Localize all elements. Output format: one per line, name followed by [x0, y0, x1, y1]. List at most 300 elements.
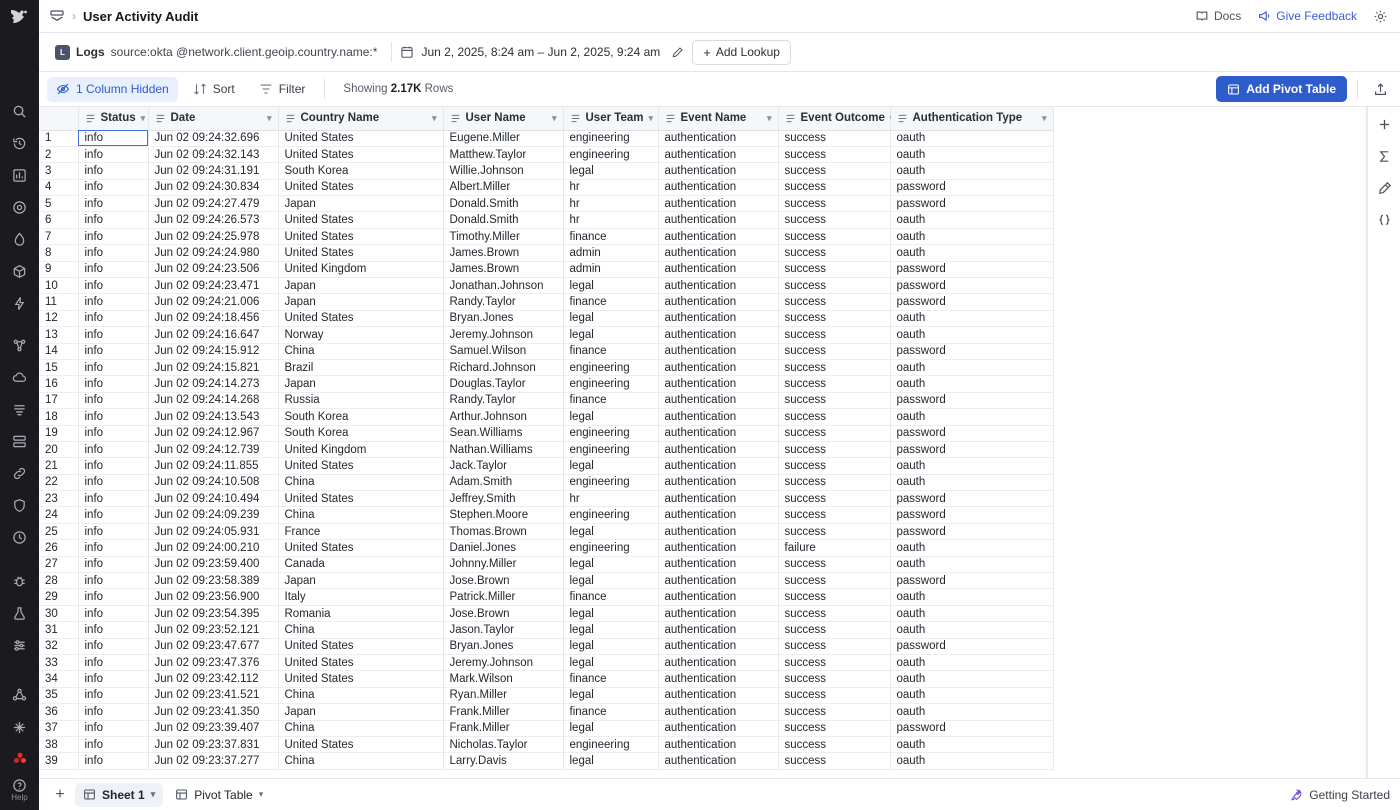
- table-cell[interactable]: Jun 02 09:23:47.677: [148, 638, 278, 654]
- table-cell[interactable]: success: [778, 392, 890, 408]
- table-cell[interactable]: authentication: [658, 523, 778, 539]
- column-header-date[interactable]: [148, 107, 278, 130]
- table-cell[interactable]: info: [78, 441, 148, 457]
- table-cell[interactable]: authentication: [658, 638, 778, 654]
- table-row[interactable]: [39, 245, 1053, 261]
- table-cell[interactable]: info: [78, 376, 148, 392]
- table-cell[interactable]: password: [890, 425, 1053, 441]
- table-cell[interactable]: authentication: [658, 474, 778, 490]
- table-cell[interactable]: Patrick.Miller: [443, 589, 563, 605]
- table-cell[interactable]: password: [890, 179, 1053, 195]
- table-row[interactable]: [39, 327, 1053, 343]
- table-cell[interactable]: password: [890, 294, 1053, 310]
- table-cell[interactable]: Jun 02 09:24:23.506: [148, 261, 278, 277]
- table-cell[interactable]: authentication: [658, 228, 778, 244]
- table-row[interactable]: [39, 655, 1053, 671]
- table-cell[interactable]: Jun 02 09:23:42.112: [148, 671, 278, 687]
- table-cell[interactable]: China: [278, 507, 443, 523]
- table-cell[interactable]: authentication: [658, 376, 778, 392]
- chevron-down-icon[interactable]: ▾: [266, 112, 272, 123]
- add-sheet-button[interactable]: +: [55, 785, 65, 803]
- table-cell[interactable]: engineering: [563, 130, 658, 146]
- table-cell[interactable]: Eugene.Miller: [443, 130, 563, 146]
- table-row[interactable]: [39, 622, 1053, 638]
- table-cell[interactable]: United States: [278, 146, 443, 162]
- table-cell[interactable]: legal: [563, 556, 658, 572]
- paint-icon[interactable]: [1372, 176, 1396, 200]
- table-cell[interactable]: info: [78, 278, 148, 294]
- chevron-down-icon[interactable]: ▾: [648, 112, 653, 123]
- chevron-down-icon[interactable]: ▾: [1041, 112, 1047, 123]
- table-cell[interactable]: legal: [563, 310, 658, 326]
- table-cell[interactable]: oauth: [890, 605, 1053, 621]
- table-cell[interactable]: info: [78, 163, 148, 179]
- table-row[interactable]: [39, 359, 1053, 375]
- history-icon[interactable]: [0, 127, 39, 159]
- table-cell[interactable]: authentication: [658, 343, 778, 359]
- table-cell[interactable]: Jun 02 09:23:47.376: [148, 655, 278, 671]
- table-cell[interactable]: engineering: [563, 736, 658, 752]
- table-cell[interactable]: oauth: [890, 130, 1053, 146]
- table-row[interactable]: [39, 605, 1053, 621]
- table-cell[interactable]: Jun 02 09:24:11.855: [148, 458, 278, 474]
- table-cell[interactable]: legal: [563, 687, 658, 703]
- table-cell[interactable]: United States: [278, 655, 443, 671]
- gear-icon[interactable]: [1373, 9, 1388, 24]
- table-row[interactable]: [39, 491, 1053, 507]
- add-lookup-button[interactable]: [692, 40, 791, 65]
- table-cell[interactable]: Jun 02 09:24:26.573: [148, 212, 278, 228]
- table-cell[interactable]: engineering: [563, 359, 658, 375]
- table-cell[interactable]: finance: [563, 343, 658, 359]
- table-cell[interactable]: authentication: [658, 163, 778, 179]
- table-cell[interactable]: authentication: [658, 556, 778, 572]
- table-cell[interactable]: James.Brown: [443, 245, 563, 261]
- table-cell[interactable]: Samuel.Wilson: [443, 343, 563, 359]
- table-cell[interactable]: Jun 02 09:24:12.967: [148, 425, 278, 441]
- table-cell[interactable]: success: [778, 753, 890, 769]
- table-cell[interactable]: success: [778, 474, 890, 490]
- column-header-event-name[interactable]: [658, 107, 778, 130]
- table-cell[interactable]: success: [778, 687, 890, 703]
- table-cell[interactable]: Jun 02 09:24:30.834: [148, 179, 278, 195]
- table-cell[interactable]: success: [778, 704, 890, 720]
- table-cell[interactable]: oauth: [890, 687, 1053, 703]
- table-cell[interactable]: password: [890, 720, 1053, 736]
- sheet-tab-pivot-table[interactable]: [167, 783, 271, 807]
- table-cell[interactable]: China: [278, 474, 443, 490]
- table-cell[interactable]: password: [890, 507, 1053, 523]
- table-row[interactable]: [39, 671, 1053, 687]
- chevron-down-icon[interactable]: ▾: [551, 112, 557, 123]
- table-cell[interactable]: Jack.Taylor: [443, 458, 563, 474]
- table-cell[interactable]: oauth: [890, 736, 1053, 752]
- table-cell[interactable]: Bryan.Jones: [443, 638, 563, 654]
- table-cell[interactable]: Nicholas.Taylor: [443, 736, 563, 752]
- add-pivot-table-button[interactable]: [1216, 76, 1347, 102]
- table-cell[interactable]: success: [778, 163, 890, 179]
- table-cell[interactable]: authentication: [658, 212, 778, 228]
- table-cell[interactable]: Jun 02 09:24:25.978: [148, 228, 278, 244]
- table-cell[interactable]: authentication: [658, 146, 778, 162]
- table-cell[interactable]: Jun 02 09:24:18.456: [148, 310, 278, 326]
- table-cell[interactable]: Jun 02 09:24:14.273: [148, 376, 278, 392]
- table-cell[interactable]: Japan: [278, 196, 443, 212]
- table-row[interactable]: [39, 556, 1053, 572]
- table-cell[interactable]: United States: [278, 245, 443, 261]
- flask-icon[interactable]: [0, 597, 39, 629]
- table-cell[interactable]: info: [78, 671, 148, 687]
- table-cell[interactable]: finance: [563, 294, 658, 310]
- log-source-query[interactable]: source:okta @network.client.geoip.country.name:*: [110, 45, 378, 59]
- table-cell[interactable]: United States: [278, 310, 443, 326]
- table-cell[interactable]: info: [78, 146, 148, 162]
- table-cell[interactable]: engineering: [563, 146, 658, 162]
- table-cell[interactable]: success: [778, 327, 890, 343]
- table-cell[interactable]: info: [78, 327, 148, 343]
- table-cell[interactable]: hr: [563, 179, 658, 195]
- table-cell[interactable]: success: [778, 441, 890, 457]
- flower-icon[interactable]: [0, 743, 39, 775]
- cloud-icon[interactable]: [0, 361, 39, 393]
- table-cell[interactable]: Jun 02 09:24:15.912: [148, 343, 278, 359]
- table-cell[interactable]: success: [778, 605, 890, 621]
- table-cell[interactable]: Donald.Smith: [443, 196, 563, 212]
- chevron-down-icon[interactable]: ▾: [258, 789, 264, 799]
- braces-icon[interactable]: [1372, 208, 1396, 232]
- layers-icon[interactable]: [49, 8, 65, 24]
- table-cell[interactable]: info: [78, 540, 148, 556]
- table-cell[interactable]: authentication: [658, 261, 778, 277]
- table-cell[interactable]: James.Brown: [443, 261, 563, 277]
- table-row[interactable]: [39, 310, 1053, 326]
- table-cell[interactable]: hr: [563, 491, 658, 507]
- table-cell[interactable]: info: [78, 556, 148, 572]
- table-cell[interactable]: Romania: [278, 605, 443, 621]
- table-cell[interactable]: password: [890, 196, 1053, 212]
- table-cell[interactable]: Jun 02 09:23:56.900: [148, 589, 278, 605]
- table-cell[interactable]: info: [78, 589, 148, 605]
- table-cell[interactable]: authentication: [658, 392, 778, 408]
- table-cell[interactable]: authentication: [658, 605, 778, 621]
- table-cell[interactable]: legal: [563, 278, 658, 294]
- table-cell[interactable]: France: [278, 523, 443, 539]
- table-cell[interactable]: info: [78, 720, 148, 736]
- table-cell[interactable]: engineering: [563, 441, 658, 457]
- table-row[interactable]: [39, 294, 1053, 310]
- table-cell[interactable]: Bryan.Jones: [443, 310, 563, 326]
- table-cell[interactable]: legal: [563, 458, 658, 474]
- table-cell[interactable]: finance: [563, 671, 658, 687]
- table-cell[interactable]: oauth: [890, 474, 1053, 490]
- table-cell[interactable]: Brazil: [278, 359, 443, 375]
- table-cell[interactable]: info: [78, 605, 148, 621]
- table-cell[interactable]: password: [890, 573, 1053, 589]
- table-cell[interactable]: Adam.Smith: [443, 474, 563, 490]
- table-cell[interactable]: hr: [563, 196, 658, 212]
- table-cell[interactable]: authentication: [658, 310, 778, 326]
- table-row[interactable]: [39, 458, 1053, 474]
- bolt-icon[interactable]: [0, 287, 39, 319]
- table-row[interactable]: [39, 212, 1053, 228]
- help-icon[interactable]: [0, 775, 39, 795]
- pipeline-icon[interactable]: [0, 425, 39, 457]
- table-cell[interactable]: United States: [278, 540, 443, 556]
- table-cell[interactable]: Daniel.Jones: [443, 540, 563, 556]
- table-cell[interactable]: success: [778, 146, 890, 162]
- column-header-country-name[interactable]: [278, 107, 443, 130]
- table-cell[interactable]: authentication: [658, 671, 778, 687]
- table-cell[interactable]: authentication: [658, 589, 778, 605]
- table-cell[interactable]: authentication: [658, 507, 778, 523]
- table-cell[interactable]: Randy.Taylor: [443, 392, 563, 408]
- table-cell[interactable]: success: [778, 278, 890, 294]
- table-cell[interactable]: info: [78, 507, 148, 523]
- table-cell[interactable]: success: [778, 458, 890, 474]
- link-icon[interactable]: [0, 457, 39, 489]
- table-cell[interactable]: password: [890, 261, 1053, 277]
- table-row[interactable]: [39, 441, 1053, 457]
- table-cell[interactable]: China: [278, 622, 443, 638]
- logs-icon[interactable]: [0, 329, 39, 361]
- table-cell[interactable]: United Kingdom: [278, 441, 443, 457]
- table-cell[interactable]: legal: [563, 753, 658, 769]
- sparkle-icon[interactable]: [0, 711, 39, 743]
- table-cell[interactable]: oauth: [890, 212, 1053, 228]
- table-cell[interactable]: finance: [563, 392, 658, 408]
- table-cell[interactable]: engineering: [563, 376, 658, 392]
- table-cell[interactable]: success: [778, 638, 890, 654]
- add-column-icon[interactable]: [1372, 112, 1396, 136]
- table-cell[interactable]: United States: [278, 491, 443, 507]
- table-cell[interactable]: info: [78, 212, 148, 228]
- table-cell[interactable]: United States: [278, 671, 443, 687]
- table-cell[interactable]: South Korea: [278, 409, 443, 425]
- table-cell[interactable]: authentication: [658, 425, 778, 441]
- table-cell[interactable]: info: [78, 704, 148, 720]
- table-cell[interactable]: success: [778, 376, 890, 392]
- table-cell[interactable]: success: [778, 736, 890, 752]
- table-row[interactable]: [39, 720, 1053, 736]
- table-cell[interactable]: Jose.Brown: [443, 605, 563, 621]
- table-cell[interactable]: legal: [563, 523, 658, 539]
- table-cell[interactable]: authentication: [658, 720, 778, 736]
- table-row[interactable]: [39, 704, 1053, 720]
- table-cell[interactable]: United States: [278, 736, 443, 752]
- table-cell[interactable]: success: [778, 294, 890, 310]
- table-cell[interactable]: authentication: [658, 196, 778, 212]
- table-cell[interactable]: China: [278, 753, 443, 769]
- table-row[interactable]: [39, 261, 1053, 277]
- table-row[interactable]: [39, 687, 1053, 703]
- table-cell[interactable]: China: [278, 687, 443, 703]
- table-cell[interactable]: admin: [563, 261, 658, 277]
- table-cell[interactable]: oauth: [890, 753, 1053, 769]
- table-row[interactable]: [39, 228, 1053, 244]
- table-row[interactable]: [39, 409, 1053, 425]
- column-header-status[interactable]: [78, 107, 148, 130]
- table-cell[interactable]: success: [778, 556, 890, 572]
- bug-icon[interactable]: [0, 565, 39, 597]
- table-cell[interactable]: Johnny.Miller: [443, 556, 563, 572]
- table-cell[interactable]: China: [278, 343, 443, 359]
- table-cell[interactable]: info: [78, 343, 148, 359]
- table-cell[interactable]: authentication: [658, 294, 778, 310]
- table-cell[interactable]: info: [78, 179, 148, 195]
- table-cell[interactable]: authentication: [658, 327, 778, 343]
- table-cell[interactable]: legal: [563, 655, 658, 671]
- table-cell[interactable]: United States: [278, 212, 443, 228]
- table-cell[interactable]: Jun 02 09:24:16.647: [148, 327, 278, 343]
- table-cell[interactable]: authentication: [658, 622, 778, 638]
- table-cell[interactable]: authentication: [658, 409, 778, 425]
- share-icon[interactable]: [1368, 77, 1392, 101]
- search-icon[interactable]: [0, 95, 39, 127]
- table-cell[interactable]: oauth: [890, 556, 1053, 572]
- table-cell[interactable]: United States: [278, 179, 443, 195]
- table-cell[interactable]: legal: [563, 409, 658, 425]
- table-cell[interactable]: info: [78, 573, 148, 589]
- table-cell[interactable]: Jun 02 09:24:14.268: [148, 392, 278, 408]
- product-logo-icon[interactable]: [0, 0, 39, 33]
- table-cell[interactable]: legal: [563, 622, 658, 638]
- table-cell[interactable]: finance: [563, 228, 658, 244]
- table-cell[interactable]: South Korea: [278, 425, 443, 441]
- table-cell[interactable]: oauth: [890, 245, 1053, 261]
- table-cell[interactable]: info: [78, 523, 148, 539]
- table-cell[interactable]: success: [778, 573, 890, 589]
- table-cell[interactable]: Russia: [278, 392, 443, 408]
- table-cell[interactable]: info: [78, 130, 148, 146]
- table-cell[interactable]: Japan: [278, 376, 443, 392]
- table-row[interactable]: [39, 196, 1053, 212]
- table-cell[interactable]: authentication: [658, 687, 778, 703]
- table-cell[interactable]: authentication: [658, 573, 778, 589]
- table-cell[interactable]: password: [890, 638, 1053, 654]
- table-cell[interactable]: oauth: [890, 540, 1053, 556]
- table-cell[interactable]: Randy.Taylor: [443, 294, 563, 310]
- table-cell[interactable]: legal: [563, 638, 658, 654]
- table-row[interactable]: [39, 278, 1053, 294]
- table-cell[interactable]: oauth: [890, 622, 1053, 638]
- table-cell[interactable]: Jun 02 09:24:23.471: [148, 278, 278, 294]
- table-cell[interactable]: Larry.Davis: [443, 753, 563, 769]
- table-cell[interactable]: legal: [563, 605, 658, 621]
- table-cell[interactable]: Mark.Wilson: [443, 671, 563, 687]
- table-cell[interactable]: success: [778, 671, 890, 687]
- table-cell[interactable]: authentication: [658, 753, 778, 769]
- table-cell[interactable]: success: [778, 261, 890, 277]
- table-cell[interactable]: authentication: [658, 655, 778, 671]
- table-cell[interactable]: success: [778, 228, 890, 244]
- table-cell[interactable]: oauth: [890, 589, 1053, 605]
- table-cell[interactable]: info: [78, 753, 148, 769]
- table-cell[interactable]: oauth: [890, 376, 1053, 392]
- table-cell[interactable]: Jeffrey.Smith: [443, 491, 563, 507]
- table-cell[interactable]: Jeremy.Johnson: [443, 327, 563, 343]
- table-cell[interactable]: authentication: [658, 704, 778, 720]
- table-cell[interactable]: Jun 02 09:24:15.821: [148, 359, 278, 375]
- table-cell[interactable]: Arthur.Johnson: [443, 409, 563, 425]
- table-cell[interactable]: engineering: [563, 425, 658, 441]
- table-cell[interactable]: info: [78, 736, 148, 752]
- table-cell[interactable]: Jeremy.Johnson: [443, 655, 563, 671]
- table-cell[interactable]: Douglas.Taylor: [443, 376, 563, 392]
- table-cell[interactable]: authentication: [658, 278, 778, 294]
- table-cell[interactable]: Timothy.Miller: [443, 228, 563, 244]
- table-cell[interactable]: Jun 02 09:24:09.239: [148, 507, 278, 523]
- table-cell[interactable]: Japan: [278, 294, 443, 310]
- table-cell[interactable]: authentication: [658, 130, 778, 146]
- table-cell[interactable]: United States: [278, 228, 443, 244]
- table-row[interactable]: [39, 507, 1053, 523]
- table-cell[interactable]: authentication: [658, 179, 778, 195]
- table-cell[interactable]: oauth: [890, 327, 1053, 343]
- table-cell[interactable]: info: [78, 687, 148, 703]
- table-cell[interactable]: Italy: [278, 589, 443, 605]
- table-cell[interactable]: info: [78, 425, 148, 441]
- table-cell[interactable]: Ryan.Miller: [443, 687, 563, 703]
- table-cell[interactable]: info: [78, 228, 148, 244]
- table-cell[interactable]: Jun 02 09:24:10.508: [148, 474, 278, 490]
- table-cell[interactable]: Jun 02 09:24:00.210: [148, 540, 278, 556]
- dashboard-icon[interactable]: [0, 159, 39, 191]
- table-cell[interactable]: authentication: [658, 736, 778, 752]
- table-cell[interactable]: oauth: [890, 310, 1053, 326]
- table-cell[interactable]: password: [890, 278, 1053, 294]
- table-cell[interactable]: oauth: [890, 655, 1053, 671]
- table-cell[interactable]: success: [778, 507, 890, 523]
- table-cell[interactable]: Nathan.Williams: [443, 441, 563, 457]
- table-cell[interactable]: password: [890, 491, 1053, 507]
- table-row[interactable]: [39, 753, 1053, 769]
- target-icon[interactable]: [0, 191, 39, 223]
- table-row[interactable]: [39, 474, 1053, 490]
- table-row[interactable]: [39, 392, 1053, 408]
- table-cell[interactable]: info: [78, 491, 148, 507]
- table-cell[interactable]: engineering: [563, 507, 658, 523]
- pencil-icon[interactable]: [671, 46, 684, 59]
- table-cell[interactable]: success: [778, 343, 890, 359]
- table-cell[interactable]: Jun 02 09:24:05.931: [148, 523, 278, 539]
- table-cell[interactable]: success: [778, 409, 890, 425]
- sigma-icon[interactable]: [1372, 144, 1396, 168]
- table-cell[interactable]: info: [78, 474, 148, 490]
- table-cell[interactable]: oauth: [890, 704, 1053, 720]
- table-cell[interactable]: Jun 02 09:23:58.389: [148, 573, 278, 589]
- table-cell[interactable]: oauth: [890, 359, 1053, 375]
- table-cell[interactable]: success: [778, 196, 890, 212]
- sort-button[interactable]: [184, 77, 244, 102]
- table-cell[interactable]: Canada: [278, 556, 443, 572]
- table-cell[interactable]: info: [78, 294, 148, 310]
- rum-icon[interactable]: [0, 223, 39, 255]
- hidden-columns-button[interactable]: [47, 77, 178, 102]
- table-cell[interactable]: authentication: [658, 441, 778, 457]
- table-row[interactable]: [39, 179, 1053, 195]
- table-cell[interactable]: Jun 02 09:23:39.407: [148, 720, 278, 736]
- table-row[interactable]: [39, 425, 1053, 441]
- table-cell[interactable]: info: [78, 261, 148, 277]
- table-cell[interactable]: Jun 02 09:23:59.400: [148, 556, 278, 572]
- table-row[interactable]: [39, 343, 1053, 359]
- table-row[interactable]: [39, 523, 1053, 539]
- table-cell[interactable]: Jun 02 09:24:31.191: [148, 163, 278, 179]
- list-icon[interactable]: [0, 393, 39, 425]
- table-cell[interactable]: engineering: [563, 540, 658, 556]
- table-cell[interactable]: Frank.Miller: [443, 720, 563, 736]
- table-cell[interactable]: success: [778, 425, 890, 441]
